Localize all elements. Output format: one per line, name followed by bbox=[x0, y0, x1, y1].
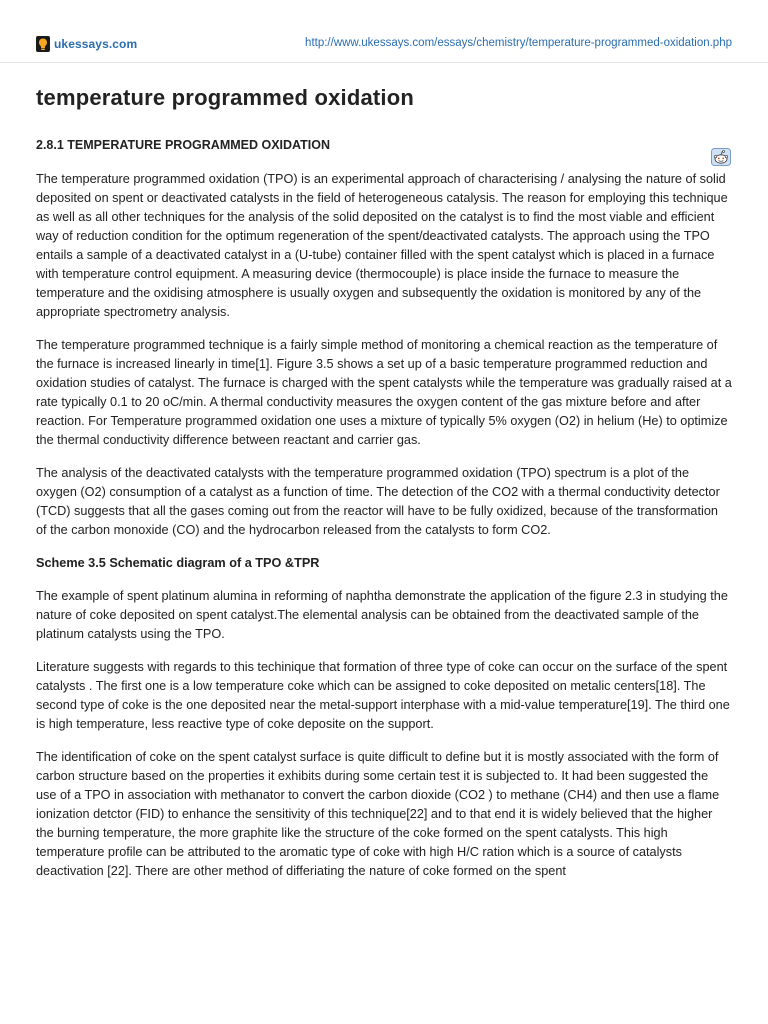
paragraph: The example of spent platinum alumina in reforming of naphtha demonstrate the application of the figure 2.3 in studying the nature of coke deposited on spent catalyst.The elemental analysis can be obtained from the deactivated sample of the platinum catalysts using the TPO. bbox=[36, 589, 728, 641]
site-name-link[interactable]: ukessays.com bbox=[54, 37, 138, 51]
ukessays-logo-icon[interactable] bbox=[36, 36, 50, 52]
section-heading: 2.8.1 TEMPERATURE PROGRAMMED OXIDATION bbox=[36, 138, 331, 152]
scheme-caption: Scheme 3.5 Schematic diagram of a TPO &TPR bbox=[36, 556, 320, 570]
site-header bbox=[0, 0, 768, 63]
paragraph: The temperature programmed oxidation (TPO) is an experimental approach of characterising / analysing the nature of solid deposited on spent or deactivated catalysts in the field of heterogeneous catalysis. The reason for employing this technique as well as all other techniques for the analysis of the solid deposited on the catalyst is to find the most viable and efficient way of reduction condition for the optimum regeneration of the spent/deactivated catalysts. The approach using the TPO entails a sample of a deactivated catalyst in a (U-tube) container filled with the spent catalyst which is placed in a furnace with temperature control equipment. A measuring device (thermocouple) is place inside the furnace to measure the temperature and the oxidising atmosphere is usually oxygen and subsequently the oxidation is monitored by any of the appropriate spectrometry analysis. bbox=[36, 172, 728, 319]
reddit-icon[interactable] bbox=[711, 148, 731, 166]
page-url-link[interactable]: http://www.ukessays.com/essays/chemistry/temperature-programmed-oxidation.php bbox=[305, 37, 732, 49]
paragraph: The analysis of the deactivated catalysts with the temperature programmed oxidation (TPO) spectrum is a plot of the oxygen (O2) consumption of a catalyst as a function of time. The detection of the CO2 with a thermal conductivity detector (TCD) suggests that all the gases coming out from the reactor will have to be fully oxidized, because of the transformation of the carbon monoxide (CO) and the hydrocarbon released from the catalysts to form CO2. bbox=[36, 466, 720, 537]
paragraph: Literature suggests with regards to this techinique that formation of three type of coke can occur on the surface of the spent catalysts . The first one is a low temperature coke which can be assigned to coke deposited on metalic centers[18]. The second type of coke is the one deposited near the metal-support interphase with a mid-value temperature[19]. The third one is high temperature, less reactive type of coke deposite on the support. bbox=[36, 660, 730, 731]
page-title: temperature programmed oxidation bbox=[36, 85, 415, 110]
paragraph: The temperature programmed technique is a fairly simple method of monitoring a chemical reaction as the temperature of the furnace is increased linearly in time[1]. Figure 3.5 shows a set up of a basic temperature programmed reduction and oxidation studies of catalyst. The furnace is charged with the spent catalysts while the temperature was gradually raised at a rate typically 0.1 to 20 oC/min. A thermal conductivity measures the oxygen content of the gas mixture before and after reaction. For Temperature programmed oxidation one uses a mixture of typically 5% oxygen (O2) in helium (He) to optimize the thermal conductivity difference between reactant and carrier gas. bbox=[36, 338, 732, 447]
paragraph: The identification of coke on the spent catalyst surface is quite difficult to define but it is mostly associated with the form of carbon structure based on the properties it exhibits during some certain test it is subjected to. It had been suggested the use of a TPO in association with methanator to convert the carbon dioxide (CO2 ) to methane (CH4) and then use a flame ionization detctor (FID) to enhance the sensitivity of this technique[22] and to that end it is widely believed that the higher the burning temperature, the more graphite like the structure of the coke formed on the spent catalysts. This high temperature profile can be attributed to the aromatic type of coke with high H/C ration which is a source of catalysts deactivation [22]. There are other method of differiating the nature of coke formed on the spent bbox=[36, 750, 720, 878]
article-body bbox=[36, 170, 732, 895]
